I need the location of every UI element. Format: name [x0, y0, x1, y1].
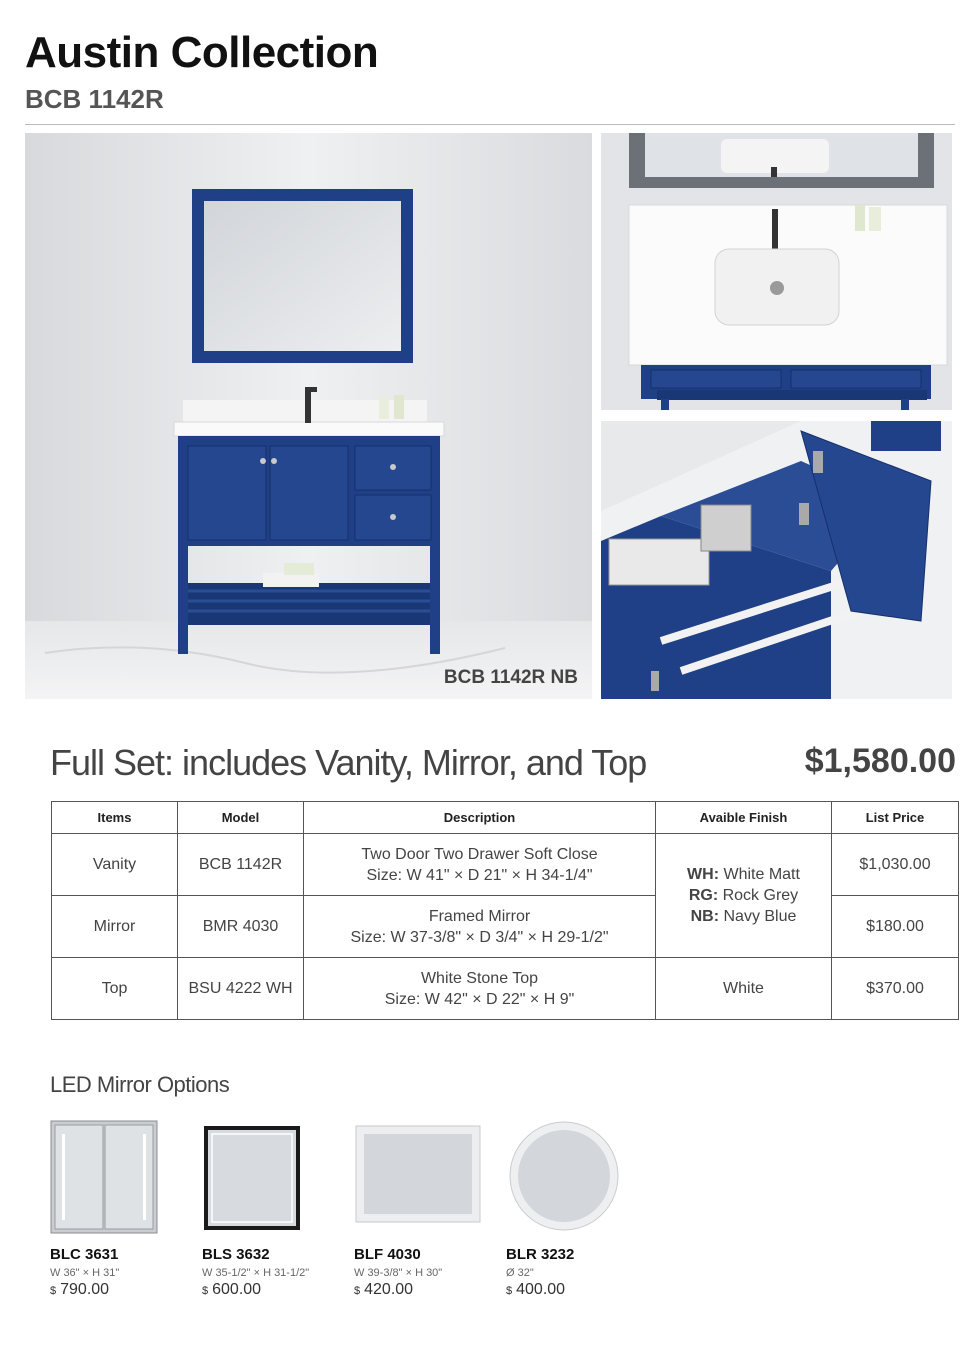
finish-name: White Matt: [723, 866, 800, 883]
fullset-price: $1,580.00: [804, 742, 956, 780]
sink-detail-photo: [601, 133, 952, 410]
led-price-value: 600.00: [212, 1281, 262, 1298]
header-divider: [25, 124, 955, 125]
led-price: [202, 1281, 342, 1299]
fullset-label: Full Set: includes Vanity, Mirror, and Top: [50, 742, 647, 783]
led-option-card[interactable]: [354, 1120, 494, 1299]
cell-finish: White: [656, 958, 832, 1020]
frameless-led-mirror-icon: [354, 1120, 474, 1240]
finish-code: NB:: [690, 908, 720, 925]
cell-description: [304, 896, 656, 958]
led-price: [50, 1281, 190, 1299]
cabinet-interior-illustration: [601, 421, 952, 699]
finish-code: RG:: [688, 887, 719, 904]
led-price-value: 400.00: [516, 1281, 566, 1298]
cell-model: BCB 1142R: [178, 834, 304, 896]
header-items: Items: [52, 802, 178, 834]
main-product-photo: [25, 133, 592, 699]
led-size: W 36" × H 31": [50, 1267, 120, 1279]
currency-symbol: $: [506, 1285, 513, 1297]
description-size: Size: W 41" × D 21" × H 34-1/4": [366, 866, 593, 884]
led-price-value: 420.00: [364, 1281, 414, 1298]
currency-symbol: $: [354, 1285, 361, 1297]
led-model: BLF 4030: [354, 1246, 421, 1263]
finish-name: Rock Grey: [722, 887, 799, 904]
currency-symbol: $: [202, 1285, 209, 1297]
led-price-value: 790.00: [60, 1281, 110, 1298]
finish-code: WH:: [687, 866, 720, 883]
page-subtitle-model: BCB 1142R: [25, 84, 164, 114]
description-line: White Stone Top: [420, 969, 539, 987]
led-price: [354, 1281, 494, 1299]
header-list-price: List Price: [832, 802, 959, 834]
cell-item: Mirror: [52, 896, 178, 958]
header-finish: Avaible Finish: [656, 802, 832, 834]
cell-finish-options: [656, 834, 832, 958]
cell-model: BSU 4222 WH: [178, 958, 304, 1020]
cell-model: BMR 4030: [178, 896, 304, 958]
led-model: BLS 3632: [202, 1246, 270, 1263]
led-size: Ø 32": [506, 1267, 534, 1279]
led-price: [506, 1281, 646, 1299]
header-description: Description: [304, 802, 656, 834]
cell-description: [304, 958, 656, 1020]
table-header-row: [52, 802, 959, 834]
page-title: Austin Collection: [25, 28, 379, 77]
led-size: W 39-3/8" × H 30": [354, 1267, 443, 1279]
cell-description: [304, 834, 656, 896]
description-size: Size: W 37-3/8" × D 3/4" × H 29-1/2": [350, 928, 609, 946]
table-row: [52, 834, 959, 896]
main-photo-caption: BCB 1142R NB: [443, 667, 578, 688]
cell-price: $180.00: [832, 896, 959, 958]
sink-detail-illustration: [601, 133, 952, 410]
framed-led-mirror-icon: [202, 1120, 322, 1240]
description-size: Size: W 42" × D 22" × H 9": [384, 990, 575, 1008]
cell-item: Vanity: [52, 834, 178, 896]
finish-option: [657, 864, 830, 885]
finish-option: [657, 906, 830, 927]
finish-option: [657, 885, 830, 906]
vanity-set-illustration: [25, 133, 592, 699]
mirror-cabinet-icon: [50, 1120, 170, 1240]
cell-price: $1,030.00: [832, 834, 959, 896]
description-line: Framed Mirror: [428, 907, 531, 925]
currency-symbol: $: [50, 1285, 57, 1297]
finish-name: Navy Blue: [723, 908, 797, 925]
led-size: W 35-1/2" × H 31-1/2": [202, 1267, 310, 1279]
round-led-mirror-icon: [506, 1120, 626, 1240]
header-model: Model: [178, 802, 304, 834]
table-row: [52, 958, 959, 1020]
cell-item: Top: [52, 958, 178, 1020]
description-line: Two Door Two Drawer Soft Close: [361, 845, 598, 863]
led-option-card[interactable]: [202, 1120, 342, 1299]
led-option-card[interactable]: [506, 1120, 646, 1299]
cabinet-interior-photo: [601, 421, 952, 699]
led-options-title: LED Mirror Options: [50, 1072, 230, 1097]
spec-table: [51, 801, 959, 1020]
led-option-card[interactable]: [50, 1120, 190, 1299]
led-model: BLR 3232: [506, 1246, 575, 1263]
cell-price: $370.00: [832, 958, 959, 1020]
led-model: BLC 3631: [50, 1246, 119, 1263]
